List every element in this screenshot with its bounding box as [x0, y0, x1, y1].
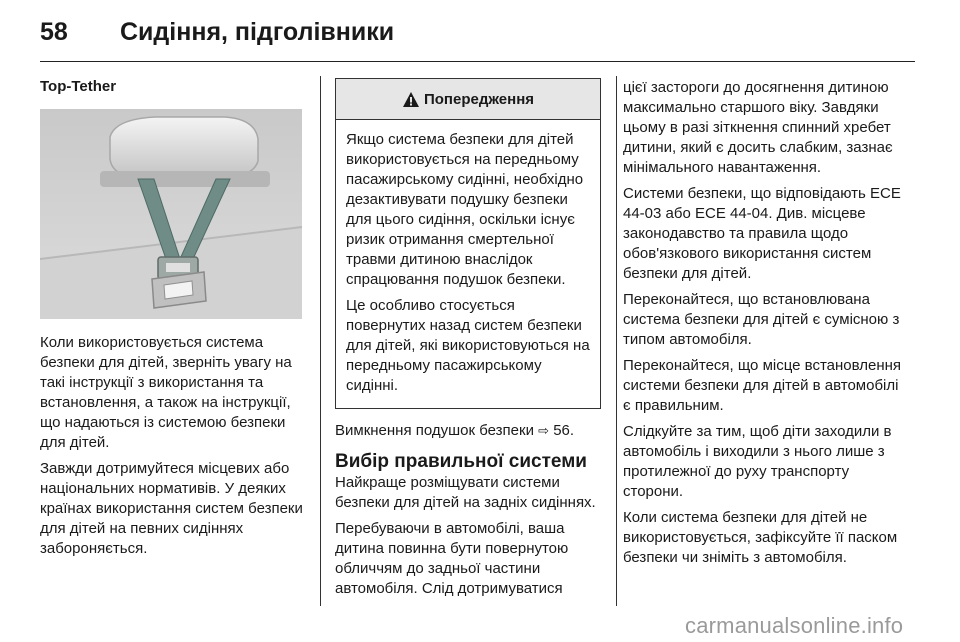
- column-divider-1: [320, 76, 321, 606]
- page-title: Сидіння, підголівники: [120, 18, 395, 46]
- column-divider-2: [616, 76, 617, 606]
- column-3: [623, 78, 905, 574]
- paragraph: Слідкуйте за тим, щоб діти заходили в автомобіль і виходили з нього лише з протилежної до руху транспорту сторони.: [623, 423, 892, 500]
- top-tether-illustration: [40, 109, 302, 319]
- paragraph: Коли система безпеки для дітей не використовується, зафіксуйте її паском безпеки чи зніміть з автомобіля.: [623, 509, 898, 566]
- paragraph: Переконайтеся, що встановлювана система безпеки для дітей є сумісною з типом автомобіля.: [623, 291, 900, 348]
- paragraph: Найкраще розміщувати системи безпеки для дітей на задніх сидіннях.: [335, 474, 596, 511]
- warning-title: Попередження: [423, 90, 535, 108]
- header-rule: [40, 61, 915, 62]
- warning-body: [336, 120, 600, 408]
- top-tether-heading: Top-Tether: [40, 78, 117, 95]
- paragraph: Коли використовується система безпеки для дітей, зверніть увагу на такі інструкції з використання та встановлення, а також на інструкції, що надаються із системою безпеки для дітей.: [40, 334, 292, 451]
- warning-paragraph: Це особливо стосується повернутих назад систем безпеки для дітей, які використовуються на передньому пасажирському сидінні.: [346, 297, 590, 394]
- warning-paragraph: Якщо система безпеки для дітей використовується на передньому пасажирському сидінні, необхідно дезактивувати подушку безпеки для цього сидіння, оскільки існує ризик отримання смертельної травми дитиною внаслідок спрацювання подушок безпеки.: [346, 131, 584, 288]
- warning-triangle-icon: [402, 91, 420, 108]
- paragraph: Перебуваючи в автомобілі, ваша дитина повинна бути повернутою обличчям до задньої частини автомобіля. Слід дотримуватися: [335, 520, 569, 597]
- section-heading: Вибір правильної системи: [335, 451, 587, 472]
- paragraph: цієї застороги до досягнення дитиною максимально старшого віку. Завдяки цьому в разі зіткнення спинний хребет дитини, який є досить слабким, зазнає мінімального навантаження.: [623, 79, 893, 176]
- column-1: [40, 78, 305, 565]
- airbag-reference-page: 56.: [553, 422, 575, 439]
- warning-header: [336, 79, 600, 120]
- paragraph: Завжди дотримуйтеся місцевих або національних нормативів. У деяких країнах використання систем безпеки для дітей на певних сидіннях забороняється.: [40, 460, 303, 557]
- column-2: [335, 78, 601, 605]
- page-header: [40, 18, 920, 58]
- paragraph: Переконайтеся, що місце встановлення системи безпеки для дітей в автомобілі є правильним.: [623, 357, 902, 414]
- airbag-reference: [335, 421, 601, 441]
- page-reference-icon: ⇨: [538, 423, 550, 438]
- warning-box: [335, 78, 601, 409]
- paragraph: Системи безпеки, що відповідають ECE 44-03 або ECE 44-04. Див. місцеве законодавство та правила щодо обов'язкового використання систем безпеки для дітей.: [623, 185, 901, 282]
- page-number: 58: [40, 18, 68, 46]
- watermark: carmanualsonline.info: [685, 613, 904, 638]
- airbag-reference-text: Вимкнення подушок безпеки: [335, 422, 534, 439]
